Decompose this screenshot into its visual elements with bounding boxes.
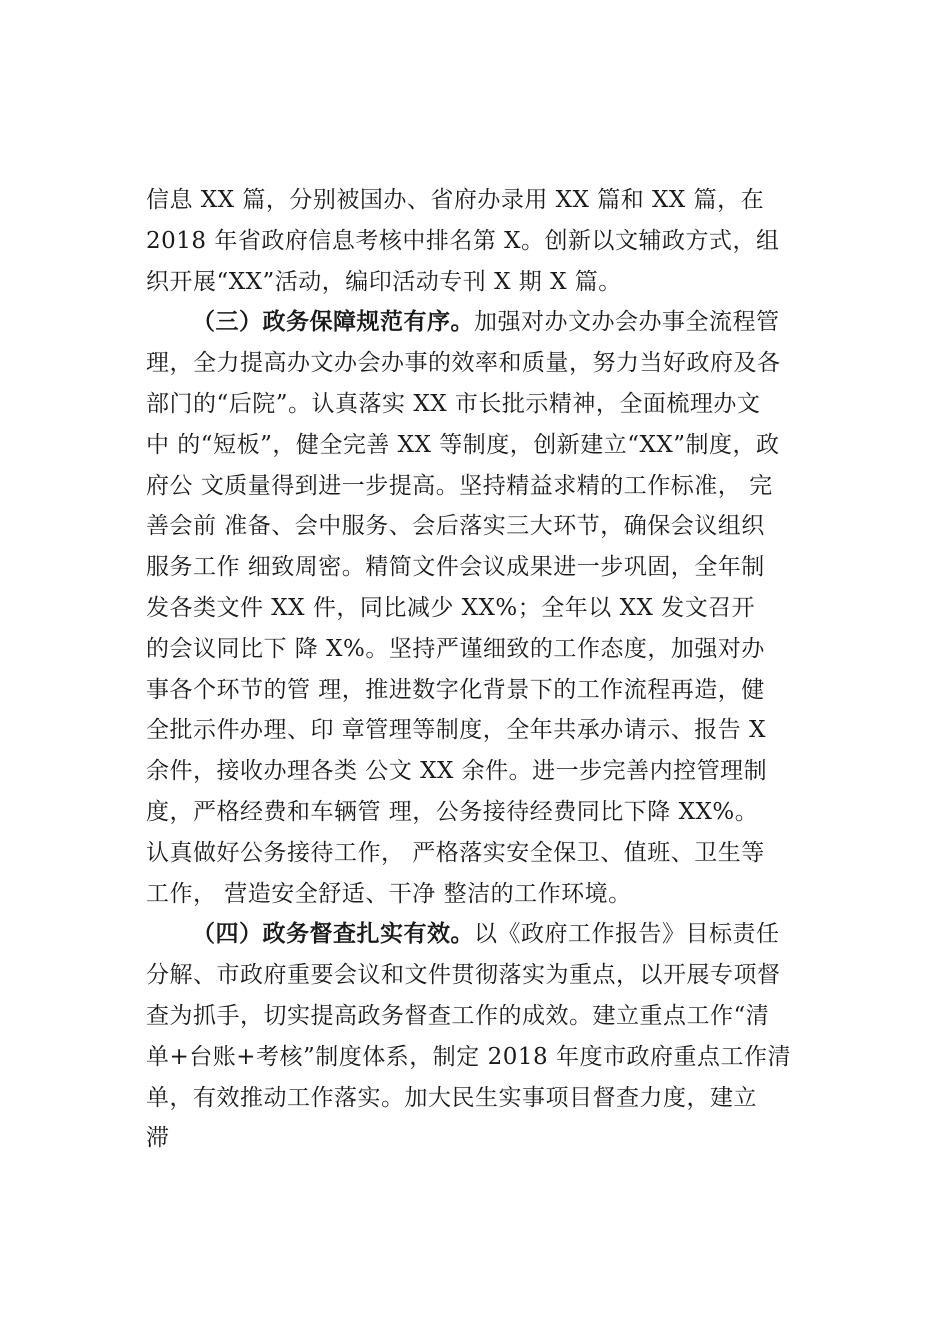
section-3-first-line bbox=[146, 302, 814, 343]
body-line: 滞 bbox=[146, 1125, 170, 1152]
body-line: 认真做好公务接待工作， 严格落实安全保卫、值班、卫生等 bbox=[146, 839, 765, 866]
body-line: 度，严格经费和车辆管 理，公务接待经费同比下降 XX%。 bbox=[146, 798, 759, 825]
body-line: 单+台账+考核”制度体系，制定 2018 年度市政府重点工作清 bbox=[146, 1043, 791, 1070]
body-line: 2018 年省政府信息考核中排名第 X。创新以文辅政方式，组 bbox=[146, 227, 780, 254]
body-line: 工作， 营造安全舒适、干净 整洁的工作环境。 bbox=[146, 880, 632, 907]
body-line: 织开展“XX”活动，编印活动专刊 X 期 X 篇。 bbox=[146, 268, 622, 295]
body-line: 服务工作 细致周密。精简文件会议成果进一步巩固，全年制 bbox=[146, 554, 765, 581]
document-body bbox=[146, 180, 814, 1159]
body-line: 全批示件办理、印 章管理等制度，全年共承办请示、报告 X bbox=[146, 717, 766, 744]
section-4-first-line bbox=[146, 914, 814, 955]
body-line: 事各个环节的管 理，推进数字化背景下的工作流程再造，健 bbox=[146, 676, 765, 703]
section-4-heading: （四）政务督查扎实有效。 bbox=[192, 920, 474, 948]
body-line: 单，有效推动工作落实。加大民生实事项目督查力度，建立 bbox=[146, 1084, 757, 1111]
body-line: 分解、市政府重要会议和文件贯彻落实为重点，以开展专项督 bbox=[146, 962, 781, 989]
body-line: 府公 文质量得到进一步提高。坚持精益求精的工作标准， 完 bbox=[146, 472, 773, 499]
body-line: 善会前 准备、会中服务、会后落实三大环节，确保会议组织 bbox=[146, 513, 765, 540]
section-3-heading: （三）政务保障规范有序。 bbox=[192, 308, 474, 336]
body-line: 发各类文件 XX 件，同比减少 XX%；全年以 XX 发文召开 bbox=[146, 594, 756, 621]
section-3-first-line-text: 加强对办文办会办事全流程管 bbox=[474, 309, 780, 336]
body-line: 的会议同比下 降 X%。坚持严谨细致的工作态度，加强对办 bbox=[146, 635, 765, 662]
body-line: 余件，接收办理各类 公文 XX 余件。进一步完善内控管理制 bbox=[146, 758, 768, 785]
body-line: 查为抓手，切实提高政务督查工作的成效。建立重点工作“清 bbox=[146, 1002, 770, 1029]
section-4-first-line-text: 以《政府工作报告》目标责任 bbox=[474, 921, 780, 948]
body-line: 中 的“短板”，健全完善 XX 等制度，创新建立“XX”制度，政 bbox=[146, 431, 780, 458]
body-line: 信息 XX 篇，分别被国办、省府办录用 XX 篇和 XX 篇，在 bbox=[146, 187, 765, 213]
body-line: 部门的“后院”。认真落实 XX 市长批示精神，全面梳理办文 bbox=[146, 390, 761, 417]
body-line: 理，全力提高办文办会办事的效率和质量，努力当好政府及各 bbox=[146, 350, 781, 377]
